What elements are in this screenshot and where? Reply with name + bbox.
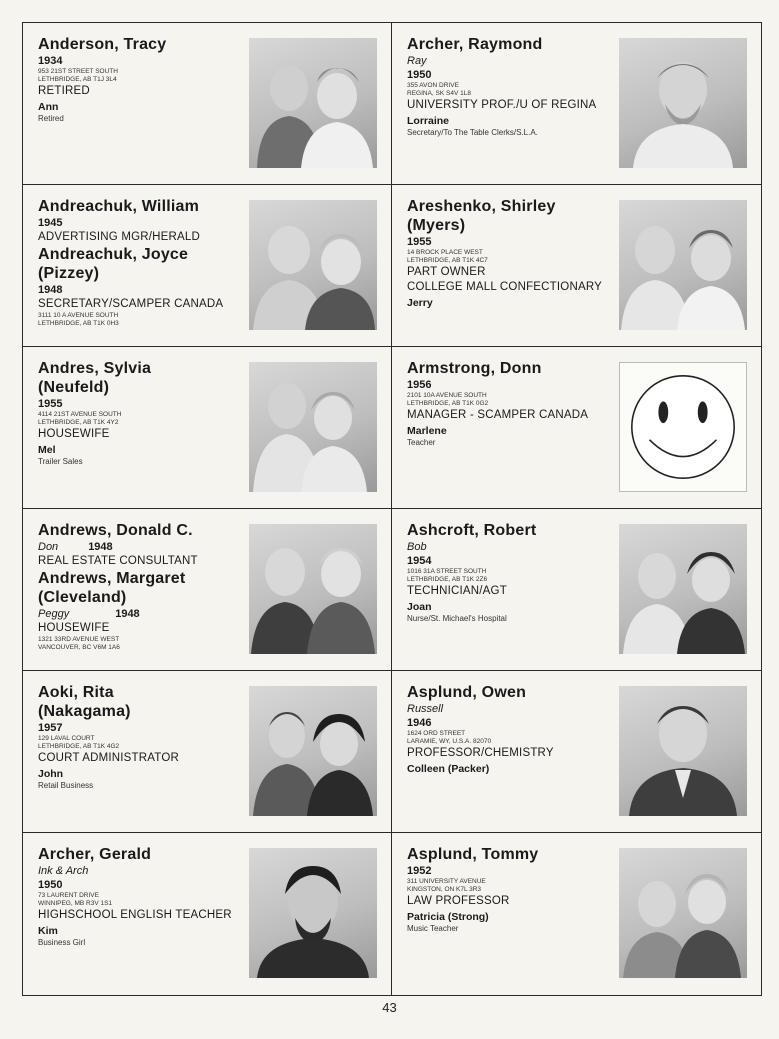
entry-spouse: John <box>38 768 64 780</box>
entry-andres-sylvia <box>23 347 392 509</box>
entry-address-line: KINGSTON, ON K7L 3R3 <box>407 886 482 893</box>
entry-year: 1957 <box>38 722 63 734</box>
couple-photo <box>249 524 377 654</box>
couple-photo <box>249 362 377 492</box>
couple-photo <box>249 38 377 168</box>
entry-name: Armstrong, Donn <box>407 360 542 377</box>
entry-second-name: Andrews, Margaret <box>38 570 186 587</box>
entry-year: 1955 <box>407 236 432 248</box>
entry-address-line: LETHBRIDGE, AB T1K 0G2 <box>407 400 489 407</box>
entry-occupation: UNIVERSITY PROF./U OF REGINA <box>407 99 597 111</box>
page-number: 43 <box>382 1000 397 1015</box>
entry-spouse-occupation: Music Teacher <box>407 924 459 933</box>
entry-second-maiden-name: (Cleveland) <box>38 589 127 606</box>
entry-spouse: Mel <box>38 444 56 456</box>
entry-occupation: HOUSEWIFE <box>38 428 110 440</box>
entry-areshenko-shirley <box>392 185 761 347</box>
entry-year: 1956 <box>407 379 432 391</box>
couple-photo <box>249 686 377 816</box>
entry-occupation: RETIRED <box>38 85 90 97</box>
entry-address-line: LARAMIE, WY, U.S.A. 82070 <box>407 738 492 745</box>
entry-address-line: 73 LAURENT DRIVE <box>38 892 99 899</box>
entry-occupation: PART OWNER <box>407 266 486 278</box>
entry-anderson-tracy <box>23 23 392 185</box>
entry-nickname: Ray <box>407 55 427 67</box>
entry-maiden-name: (Neufeld) <box>38 379 110 396</box>
entry-spouse-occupation: Retail Business <box>38 781 94 790</box>
entry-year: 1934 <box>38 55 63 67</box>
entry-address-line: WINNIPEG, MB R3V 1S1 <box>38 900 113 907</box>
entry-second-year: 1948 <box>38 284 63 296</box>
entry-address-line: REGINA, SK S4V 1L8 <box>407 90 471 97</box>
entry-address-line: 1321 33RD AVENUE WEST <box>38 636 120 643</box>
portrait-photo <box>249 848 377 978</box>
entry-name: Archer, Gerald <box>38 846 152 863</box>
entry-address-line: 2101 10A AVENUE SOUTH <box>407 392 487 399</box>
entry-spouse-occupation: Trailer Sales <box>38 457 83 466</box>
entry-address-line: 3111 10 A AVENUE SOUTH <box>38 312 119 319</box>
entry-year: 1945 <box>38 217 63 229</box>
entry-name: Areshenko, Shirley <box>407 198 556 215</box>
entry-occupation: HIGHSCHOOL ENGLISH TEACHER <box>38 909 232 921</box>
entry-name: Archer, Raymond <box>407 36 543 53</box>
entry-address-line: LETHBRIDGE, AB T1J 3L4 <box>38 76 117 83</box>
entry-spouse: Colleen (Packer) <box>407 763 490 775</box>
entry-asplund-tommy <box>392 833 761 995</box>
entry-spouse-occupation: Retired <box>38 114 64 123</box>
entry-address-line: 355 AVON DRIVE <box>407 82 459 89</box>
entry-year: 1950 <box>407 69 432 81</box>
entry-address-line: LETHBRIDGE, AB T1K 4Y2 <box>38 419 119 426</box>
entry-address-line: 311 UNIVERSITY AVENUE <box>407 878 486 885</box>
entry-address-line: LETHBRIDGE, AB T1K 0H3 <box>38 320 119 327</box>
entry-year: 1954 <box>407 555 432 567</box>
entry-occupation: COURT ADMINISTRATOR <box>38 752 179 764</box>
entry-address-line: 129 LAVAL COURT <box>38 735 95 742</box>
entry-name: Anderson, Tracy <box>38 36 167 53</box>
entry-address-line: VANCOUVER, BC V6M 1A6 <box>38 644 120 651</box>
entry-spouse: Jerry <box>407 297 433 309</box>
entry-address-line: LETHBRIDGE, AB T1K 4C7 <box>407 257 488 264</box>
portrait-photo <box>619 686 747 816</box>
entry-spouse: Marlene <box>407 425 447 437</box>
entry-second-year: 1948 <box>115 608 140 620</box>
entry-spouse-occupation: Nurse/St. Michael's Hospital <box>407 614 507 623</box>
entry-name: Asplund, Owen <box>407 684 527 701</box>
portrait-photo <box>619 38 747 168</box>
entry-address-line: LETHBRIDGE, AB T1K 4G2 <box>38 743 120 750</box>
entry-address-line: 1016 31A STREET SOUTH <box>407 568 487 575</box>
entry-second-occupation: SECRETARY/SCAMPER CANADA <box>38 298 224 310</box>
entry-second-nickname: Peggy <box>38 608 70 620</box>
entry-nickname: Russell <box>407 703 444 715</box>
entry-address-line: 1624 ORD STREET <box>407 730 466 737</box>
entry-address-line: 4114 21ST AVENUE SOUTH <box>38 411 122 418</box>
couple-photo <box>619 524 747 654</box>
entry-occupation: TECHNICIAN/AGT <box>407 585 507 597</box>
entry-occupation: MANAGER - SCAMPER CANADA <box>407 409 589 421</box>
entry-ashcroft-robert <box>392 509 761 671</box>
entry-nickname: Bob <box>407 541 427 553</box>
entry-nickname: Ink & Arch <box>38 865 89 877</box>
couple-photo <box>619 848 747 978</box>
entry-spouse: Ann <box>38 101 59 113</box>
entry-archer-raymond <box>392 23 761 185</box>
entry-spouse: Lorraine <box>407 115 450 127</box>
entry-nickname: Don <box>38 541 59 553</box>
couple-photo <box>619 200 747 330</box>
entry-occupation: LAW PROFESSOR <box>407 895 510 907</box>
entry-spouse: Patricia (Strong) <box>407 911 489 923</box>
entry-maiden-name: (Nakagama) <box>38 703 131 720</box>
entry-name: Andrews, Donald C. <box>38 522 193 539</box>
entry-archer-gerald <box>23 833 392 995</box>
entry-andreachuk-william <box>23 185 392 347</box>
entry-name: Ashcroft, Robert <box>407 522 537 539</box>
entry-aoki-rita <box>23 671 392 833</box>
entry-occupation: ADVERTISING MGR/HERALD <box>38 231 201 243</box>
entry-year: 1952 <box>407 865 432 877</box>
entry-spouse-occupation: Teacher <box>407 438 436 447</box>
entry-occupation-line2: COLLEGE MALL CONFECTIONARY <box>407 281 602 293</box>
alumni-directory-grid <box>22 22 762 996</box>
entry-address-line: 14 BROCK PLACE WEST <box>407 249 483 256</box>
entry-second-name: Andreachuk, Joyce <box>38 246 189 263</box>
entry-name: Andres, Sylvia <box>38 360 152 377</box>
entry-spouse-occupation: Secretary/To The Table Clerks/S.L.A. <box>407 128 538 137</box>
entry-address-line: LETHBRIDGE, AB T1K 2Z6 <box>407 576 488 583</box>
entry-spouse: Joan <box>407 601 432 613</box>
entry-second-occupation: HOUSEWIFE <box>38 622 110 634</box>
entry-year: 1955 <box>38 398 63 410</box>
entry-spouse: Kim <box>38 925 58 937</box>
entry-spouse-occupation: Business Girl <box>38 938 86 947</box>
entry-name: Aoki, Rita <box>38 684 114 701</box>
entry-name: Andreachuk, William <box>38 198 200 215</box>
smiley-face-icon <box>619 362 747 492</box>
couple-photo <box>249 200 377 330</box>
entry-year: 1950 <box>38 879 63 891</box>
entry-occupation: PROFESSOR/CHEMISTRY <box>407 747 554 759</box>
entry-armstrong-donn <box>392 347 761 509</box>
entry-occupation: REAL ESTATE CONSULTANT <box>38 555 198 567</box>
entry-maiden-name: (Myers) <box>407 217 466 234</box>
entry-andrews-donald <box>23 509 392 671</box>
entry-address-line: 953 21ST STREET SOUTH <box>38 68 118 75</box>
entry-asplund-owen <box>392 671 761 833</box>
entry-name: Asplund, Tommy <box>407 846 539 863</box>
entry-year: 1946 <box>407 717 432 729</box>
entry-second-maiden-name: (Pizzey) <box>38 265 100 282</box>
entry-year: 1948 <box>88 541 113 553</box>
